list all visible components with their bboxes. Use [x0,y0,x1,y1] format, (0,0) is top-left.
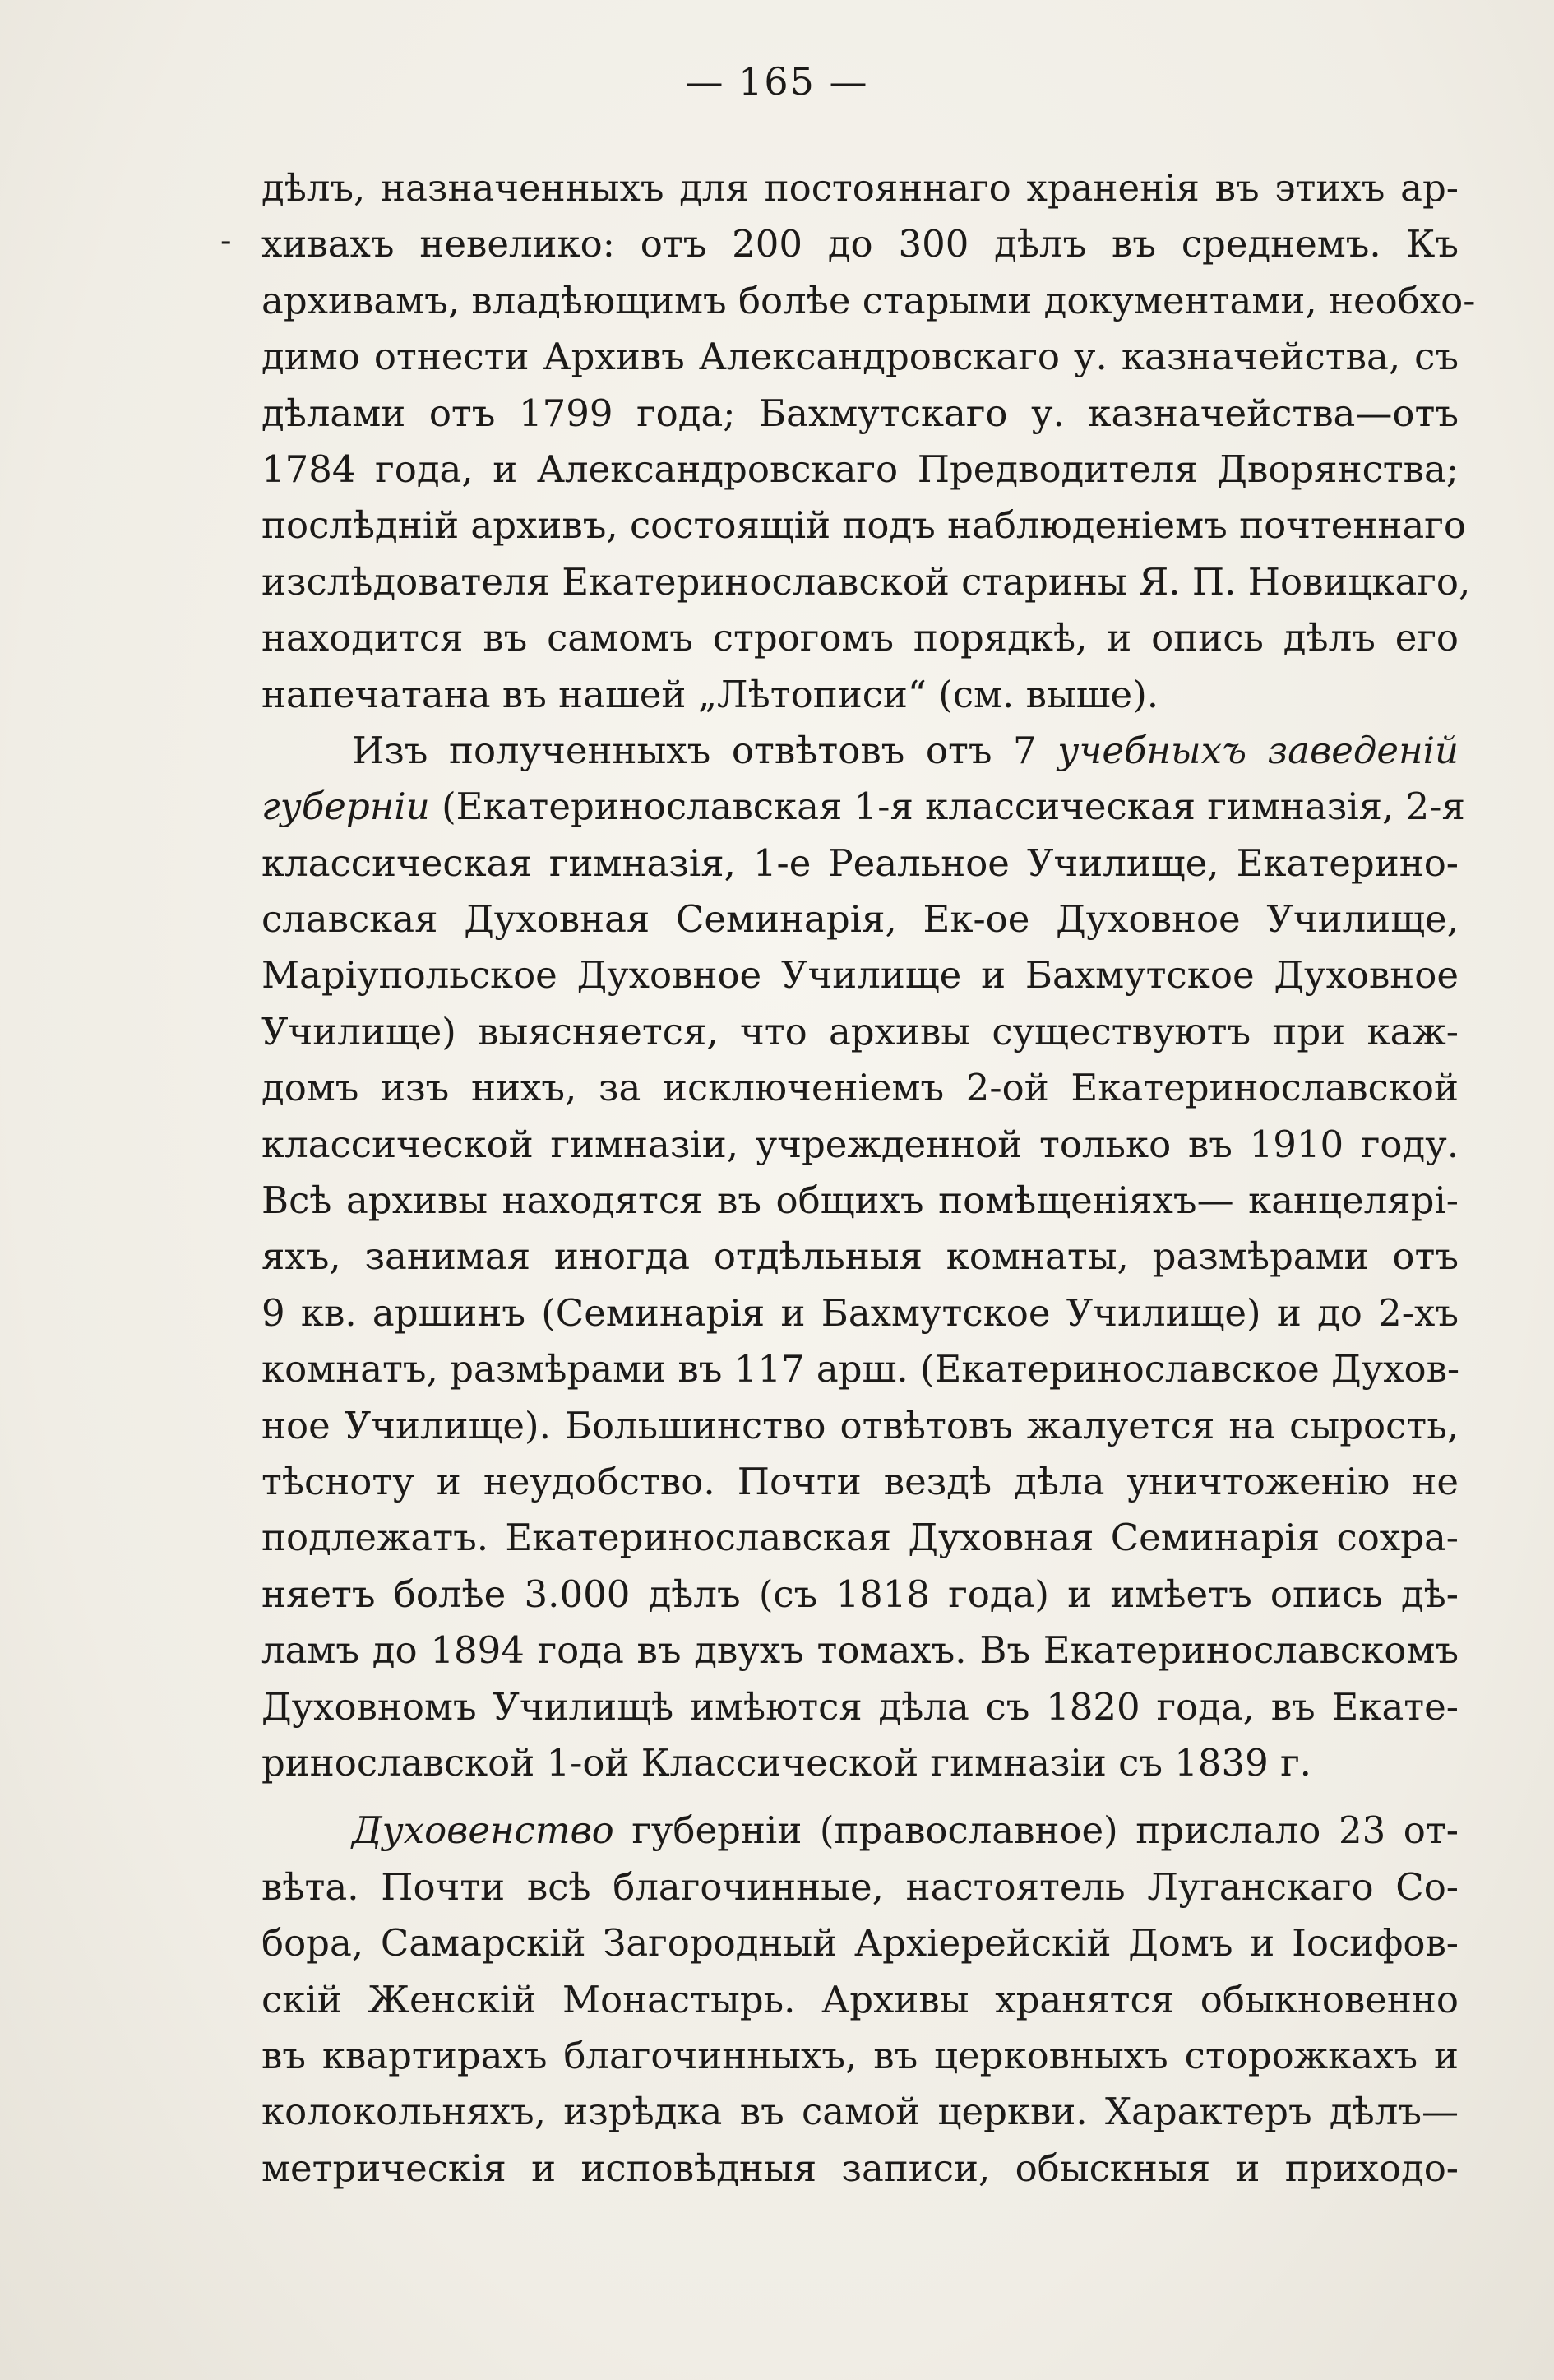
text-line: 9 кв. аршинъ (Семинарія и Бахмутское Училище) и до 2-хъ [261,1290,1459,1335]
text-line: находится въ самомъ строгомъ порядкѣ, и опись дѣлъ его [261,616,1459,660]
text-line: Маріупольское Духовное Училище и Бахмутское Духовное [261,953,1459,998]
text-line: дѣлами отъ 1799 года; Бахмутскаго у. казначейства—отъ [261,391,1459,435]
text-line: архивамъ, владѣющимъ болѣе старыми документами, необхо- [261,278,1476,322]
text-line: димо отнести Архивъ Александровскаго у. казначейства, съ [261,335,1459,379]
text-line: Духовномъ Училищѣ имѣются дѣла съ 1820 года, въ Екате- [261,1684,1459,1729]
text-line: классическая гимназія, 1-е Реальное Училище, Екатерино- [261,840,1459,885]
text-line: метрическія и исповѣдныя записи, обыскныя и приходо- [261,2146,1459,2190]
italic-term: губерніи [261,785,430,829]
text-line: Училище) выясняется, что архивы существуютъ при каж- [261,1009,1459,1053]
italic-term: учебныхъ заведеній [1057,728,1459,772]
text-run: Изъ полученныхъ отвѣтовъ отъ 7 [352,728,1058,772]
text-line: изслѣдователя Екатеринославской старины Я. П. Новицкаго, [261,559,1471,604]
text-line: скій Женскій Монастырь. Архивы хранятся обыкновенно [261,1977,1459,2021]
paragraph-educational-institutions [261,723,1465,1791]
text-line: комнатъ, размѣрами въ 117 арш. (Екатеринославское Духов- [261,1347,1460,1391]
text-line: ламъ до 1894 года въ двухъ томахъ. Въ Екатеринославскомъ [261,1628,1459,1673]
text-run: (Екатеринославская 1-я классическая гимназія, 2-я [429,785,1465,829]
text-line: классической гимназіи, учрежденной только въ 1910 году. [261,1122,1459,1166]
text-line: хивахъ невелико: отъ 200 до 300 дѣлъ въ среднемъ. Къ [261,222,1459,266]
paragraph-gap [261,1791,1459,1803]
text-line: яхъ, занимая иногда отдѣльныя комнаты, размѣрами отъ [261,1234,1459,1279]
text-line: ринославской 1-ой Классической гимназіи съ 1839 г. [261,1740,1311,1785]
text-line: колокольняхъ, изрѣдка въ самой церкви. Характеръ дѣлъ— [261,2090,1459,2134]
text-line: Всѣ архивы находятся въ общихъ помѣщеніяхъ— канцелярі- [261,1178,1459,1223]
text-line: дѣлъ, назначенныхъ для постояннаго храненія въ этихъ ар- [261,166,1459,210]
text-line: бора, Самарскій Загородный Архіерейскій Домъ и Іосифов- [261,1921,1459,1966]
text-line: подлежатъ. Екатеринославская Духовная Семинарія сохра- [261,1516,1459,1560]
text-line: тѣсноту и неудобство. Почти вездѣ дѣла уничтоженію не [261,1459,1459,1503]
text-line: напечатана въ нашей „Лѣтописи“ (см. выше). [261,672,1159,716]
paragraph-archives-continued [261,160,1476,723]
text-line: послѣдній архивъ, состоящій подъ наблюденіемъ почтеннаго [261,503,1466,548]
text-line: славская Духовная Семинарія, Ек-ое Духовное Училище, [261,897,1459,942]
text-line: вѣта. Почти всѣ благочинные, настоятель Луганскаго Со- [261,1864,1459,1909]
text-line [261,1803,1459,1859]
text-line: ное Училище). Большинство отвѣтовъ жалуется на сырость, [261,1403,1459,1447]
italic-term: Духовенство [352,1808,614,1853]
page-number: — 165 — [685,59,869,104]
page-body [261,160,1476,2197]
text-line: няетъ болѣе 3.000 дѣлъ (съ 1818 года) и имѣетъ опись дѣ- [261,1572,1459,1616]
text-line [261,723,1459,779]
margin-mark: - [220,222,232,260]
text-line [261,779,1465,835]
text-run: губерніи (православное) прислало 23 от- [613,1808,1459,1853]
text-line: въ квартирахъ благочинныхъ, въ церковныхъ сторожкахъ и [261,2033,1459,2077]
text-line: 1784 года, и Александровскаго Предводителя Дворянства; [261,447,1459,491]
paragraph-clergy [261,1803,1459,2197]
text-line: домъ изъ нихъ, за исключеніемъ 2-ой Екатеринославской [261,1066,1459,1110]
